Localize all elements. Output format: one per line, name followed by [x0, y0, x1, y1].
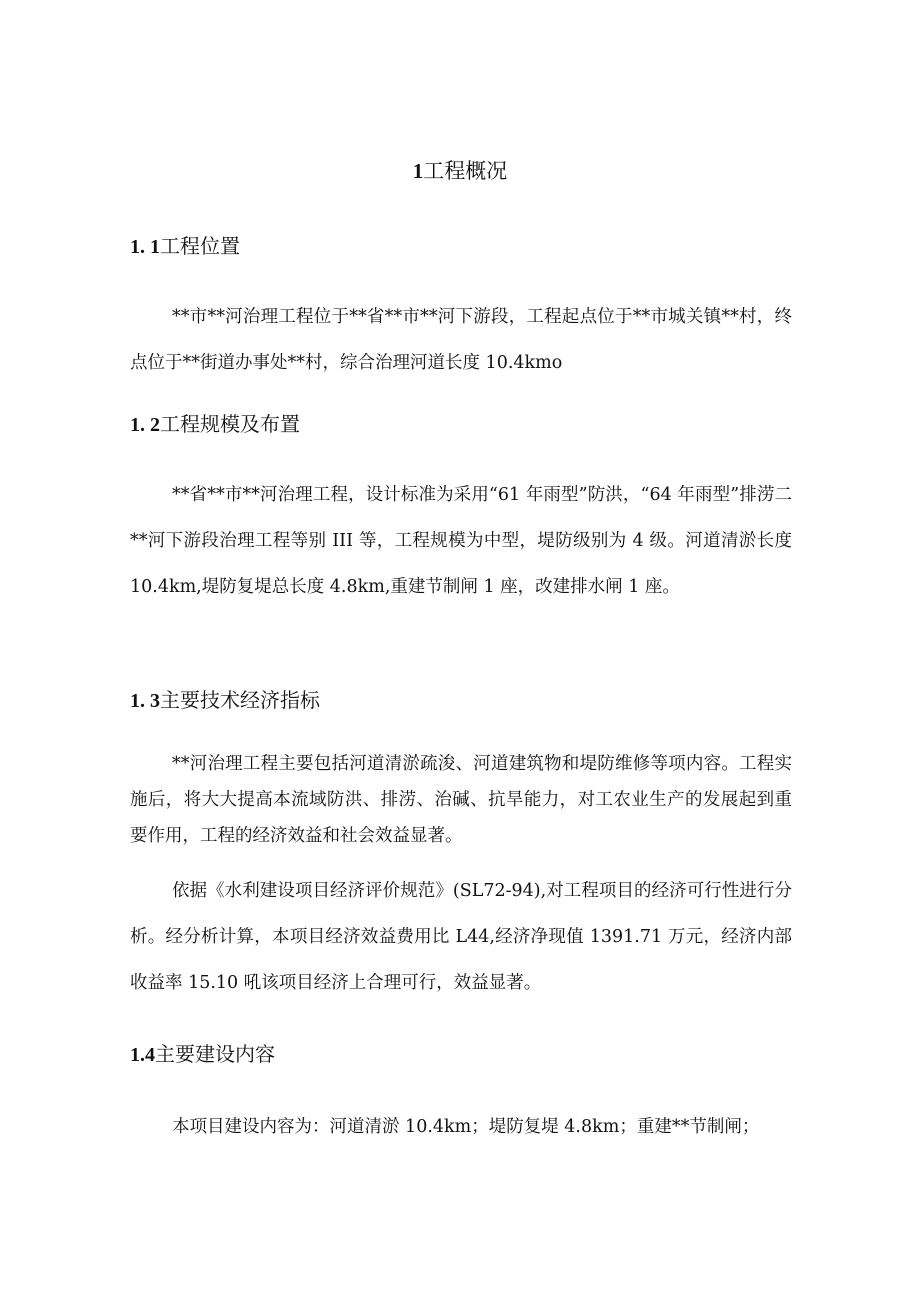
section-heading-1-3: [130, 684, 320, 717]
section-heading-text: 工程规模及布置: [160, 412, 300, 436]
paragraph-scale: **省**市**河治理工程，设计标准为采用“61 年雨型”防洪，“64 年雨型”排涝二**河下游段治理工程等别 III 等，工程规模为中型，堤防级别为 4 级。河道清淤长度 10.4km,堤防复堤总长度 4.8km,重建节制闸 1 座，改建排水闸 1 座。: [130, 485, 792, 597]
section-heading-1-4: [130, 1038, 275, 1071]
section-number: 1. 2: [130, 414, 160, 436]
title-number: 1: [412, 159, 424, 183]
section-number: 1. 3: [130, 690, 160, 712]
paragraph-construction: 本项目建设内容为：河道清淤 10.4km；堤防复堤 4.8km；重建**节制闸；: [172, 1117, 760, 1137]
section-number: 1. 1: [130, 236, 160, 258]
page-title: [0, 154, 920, 188]
paragraph-location: **市**河治理工程位于**省**市**河下游段，工程起点位于**市城关镇**村，终点位于**街道办事处**村，综合治理河道长度 10.4kmo: [130, 307, 792, 373]
paragraph-indicators: **河治理工程主要包括河道清淤疏浚、河道建筑物和堤防维修等项内容。工程实施后，将大大提高本流域防洪、排涝、治碱、抗旱能力，对工农业生产的发展起到重要作用，工程的经济效益和社会效益显著。: [130, 754, 792, 846]
section-number: 1.4: [130, 1044, 155, 1066]
section-heading-text: 主要技术经济指标: [160, 688, 320, 712]
section-heading-text: 工程位置: [160, 234, 240, 258]
section-heading-text: 主要建设内容: [155, 1042, 275, 1066]
section-heading-1-2: [130, 408, 300, 441]
paragraph-evaluation: 依据《水利建设项目经济评价规范》(SL72-94),对工程项目的经济可行性进行分析。经分析计算，本项目经济效益费用比 L44,经济净现值 1391.71 万元，经济内部收益率 15.10 吼该项目经济上合理可行，效益显著。: [130, 881, 792, 993]
title-text: 工程概况: [423, 159, 508, 183]
section-heading-1-1: [130, 230, 240, 263]
